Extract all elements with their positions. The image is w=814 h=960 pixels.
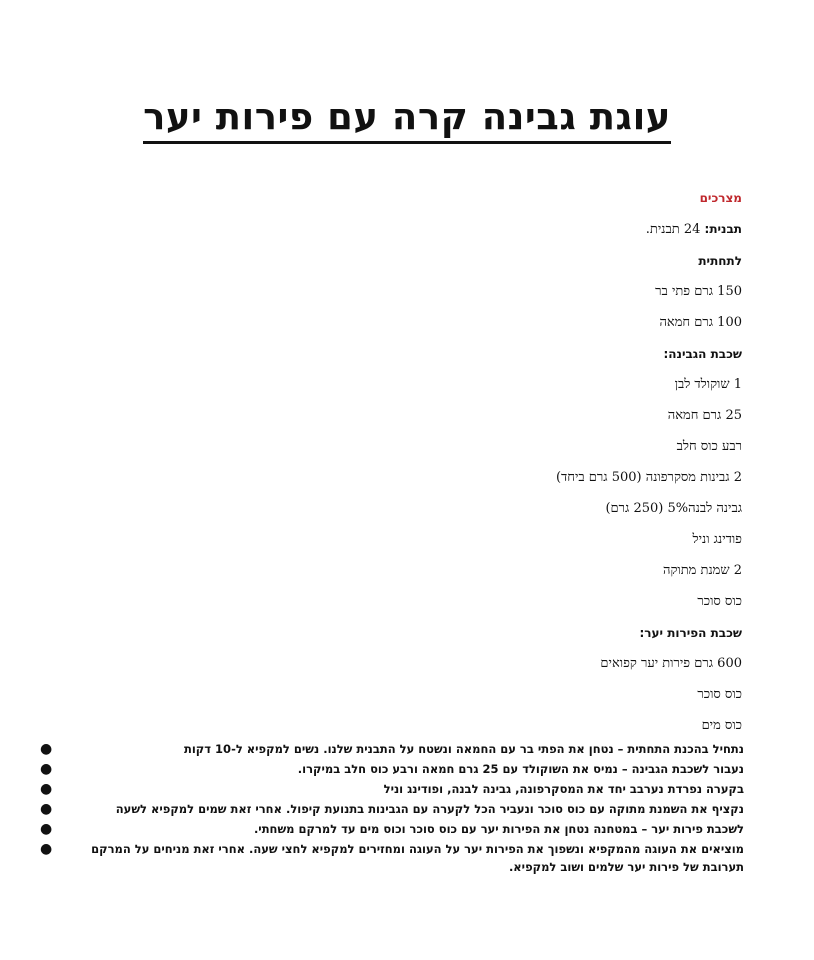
base-item: 100 גרם חמאה <box>659 315 742 330</box>
instruction-step <box>40 780 744 798</box>
cheese-item: 1 שוקולד לבן <box>674 377 742 392</box>
cheese-item: פודינג וניל <box>692 532 742 547</box>
ingredients-section <box>62 190 742 749</box>
cheese-item: כוס סוכר <box>697 594 742 609</box>
instruction-step <box>40 820 744 838</box>
cheese-item: רבע כוס חלב <box>676 439 742 454</box>
instructions-list <box>40 740 744 878</box>
cheese-item: גבינה לבנה5% (250 גרם) <box>605 501 742 516</box>
bullet-icon: ● <box>40 781 53 797</box>
step-text: בקערה נפרדת נערבב יחד את המסקרפונה, גבינה לבנה, ופודינג וניל <box>383 782 744 796</box>
bullet-icon: ● <box>40 821 53 837</box>
pan-value: 24 תבנית. <box>645 222 701 237</box>
base-heading: לתחתית <box>698 254 742 268</box>
ingredients-heading: מצרכים <box>699 191 742 205</box>
instruction-step <box>40 800 744 818</box>
berry-item: כוס סוכר <box>697 687 742 702</box>
instruction-step <box>40 740 744 758</box>
berry-item: 600 גרם פירות יער קפואים <box>600 656 742 671</box>
base-item: 150 גרם פתי בר <box>655 284 742 299</box>
step-text: נעבור לשכבת הגבינה – נמיס את השוקולד עם 25 גרם חמאה ורבע כוס חלב במיקרו. <box>297 762 744 776</box>
bullet-icon: ● <box>40 741 53 757</box>
bullet-icon: ● <box>40 801 53 817</box>
bullet-icon: ● <box>40 841 53 857</box>
berry-layer-heading: שכבת הפירות יער: <box>639 626 742 640</box>
step-text: מוציאים את העוגה מהמקפיא ונשפוך את הפירות יער על העוגה ומחזירים למקפיא לחצי שעה. אחרי זאת מניחים על המרקם תערובת של פירות יער שלמים ושוב למקפיא. <box>91 842 744 874</box>
berry-item: כוס מים <box>701 718 742 733</box>
cheese-item: 25 גרם חמאה <box>667 408 742 423</box>
pan-line <box>62 221 742 238</box>
instruction-step <box>40 840 744 876</box>
step-text: נקציף את השמנת מתוקה עם כוס סוכר ונעביר הכל לקערה עם הגבינות בתנועת קיפול. אחרי זאת שמים למקפיא לשעה <box>115 802 744 816</box>
bullet-icon: ● <box>40 761 53 777</box>
pan-label: תבנית: <box>704 222 742 236</box>
cheese-item: 2 שמנת מתוקה <box>662 563 742 578</box>
cheese-item: 2 גבינות מסקרפונה (500 גרם ביחד) <box>555 470 742 485</box>
title-text: עוגת גבינה קרה עם פירות יער <box>143 95 671 144</box>
page-title <box>0 95 814 144</box>
instruction-step <box>40 760 744 778</box>
step-text: לשכבת פירות יער – במטחנה נטחן את הפירות יער עם כוס סוכר וכוס מים עד למרקם משחתי. <box>253 822 744 836</box>
cheese-layer-heading: שכבת הגבינה: <box>663 347 742 361</box>
step-text: נתחיל בהכנת התחתית – נטחן את הפתי בר עם החמאה ונשטח על התבנית שלנו. נשים למקפיא ל-10 דקות <box>184 742 744 756</box>
